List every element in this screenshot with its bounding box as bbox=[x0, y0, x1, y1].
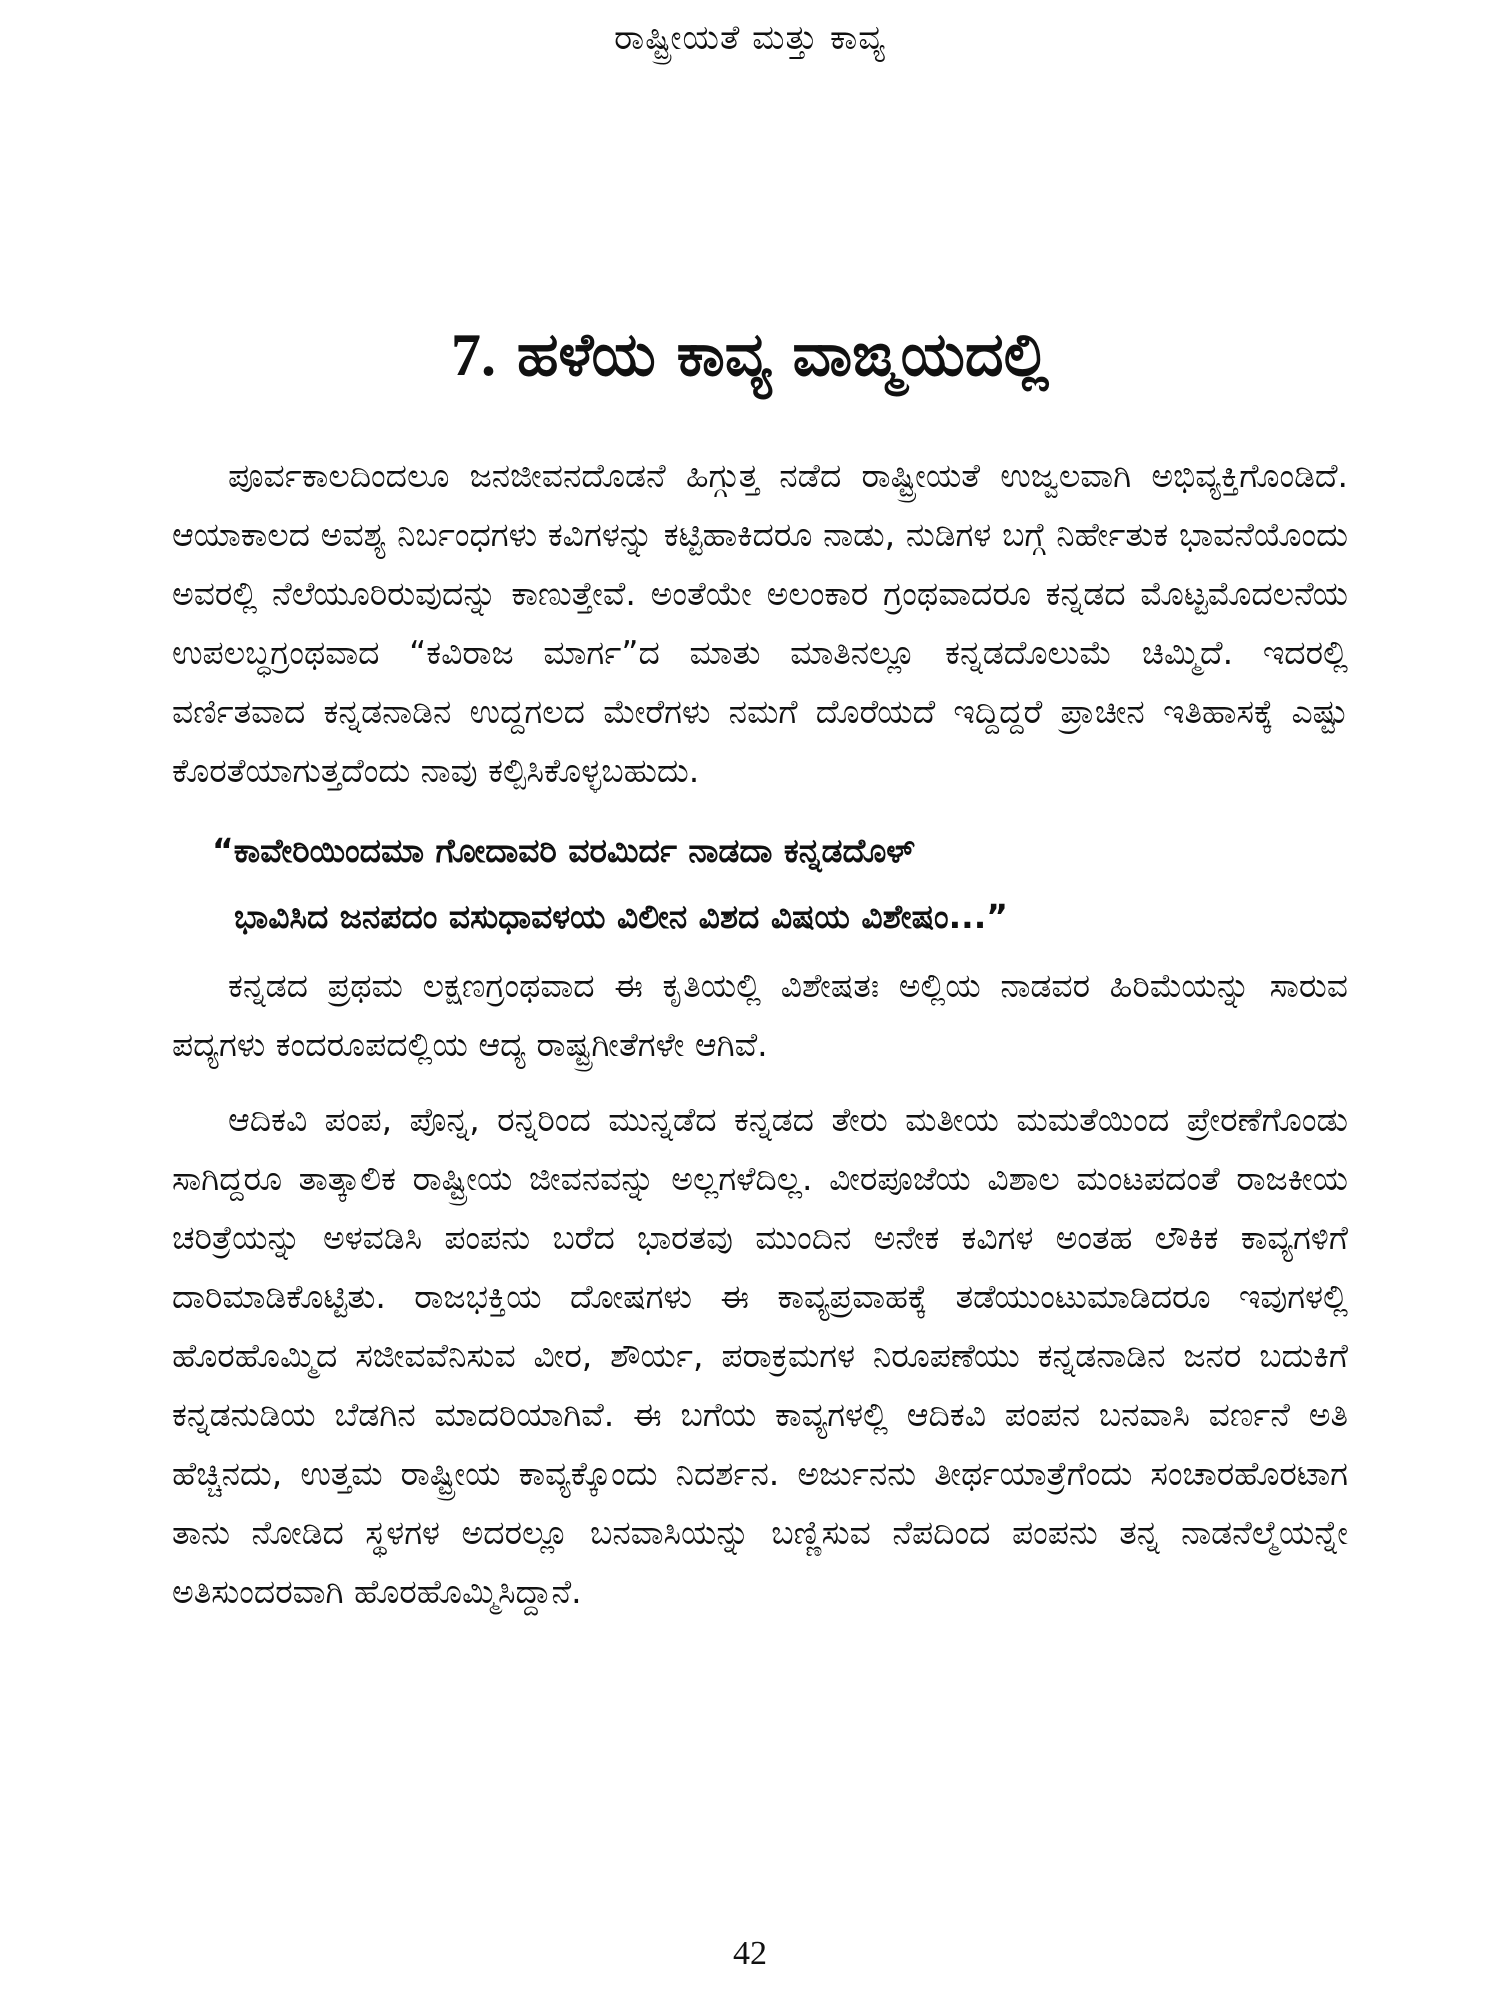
paragraph-3: ಆದಿಕವಿ ಪಂಪ, ಪೊನ್ನ, ರನ್ನರಿಂದ ಮುನ್ನಡೆದ ಕನ್ನಡದ ತೇರು ಮತೀಯ ಮಮತೆಯಿಂದ ಪ್ರೇರಣೆಗೊಂಡು ಸಾಗಿದ್ದರೂ ತಾತ್ಕಾಲಿಕ ರಾಷ್ಟ್ರೀಯ ಜೀವನವನ್ನು ಅಲ್ಲಗಳೆದಿಲ್ಲ. ವೀರಪೂಜೆಯ ವಿಶಾಲ ಮಂಟಪದಂತೆ ರಾಜಕೀಯ ಚರಿತ್ರೆಯನ್ನು ಅಳವಡಿಸಿ ಪಂಪನು ಬರೆದ ಭಾರತವು ಮುಂದಿನ ಅನೇಕ ಕವಿಗಳ ಅಂತಹ ಲೌಕಿಕ ಕಾವ್ಯಗಳಿಗೆ ದಾರಿಮಾಡಿಕೊಟ್ಟಿತು. ರಾಜಭಕ್ತಿಯ ದೋಷಗಳು ಈ ಕಾವ್ಯಪ್ರವಾಹಕ್ಕೆ ತಡೆಯುಂಟುಮಾಡಿದರೂ ಇವುಗಳಲ್ಲಿ ಹೊರಹೊಮ್ಮಿದ ಸಜೀವವೆನಿಸುವ ವೀರ, ಶೌರ್ಯ, ಪರಾಕ್ರಮಗಳ ನಿರೂಪಣೆಯು ಕನ್ನಡನಾಡಿನ ಜನರ ಬದುಕಿಗೆ ಕನ್ನಡನುಡಿಯ ಬೆಡಗಿನ ಮಾದರಿಯಾಗಿವೆ. ಈ ಬಗೆಯ ಕಾವ್ಯಗಳಲ್ಲಿ ಆದಿಕವಿ ಪಂಪನ ಬನವಾಸಿ ವರ್ಣನೆ ಅತಿ ಹೆಚ್ಚಿನದು, ಉತ್ತಮ ರಾಷ್ಟ್ರೀಯ ಕಾವ್ಯಕ್ಕೊಂದು ನಿದರ್ಶನ. ಅರ್ಜುನನು ತೀರ್ಥಯಾತ್ರೆಗೆಂದು ಸಂಚಾರಹೊರಟಾಗ ತಾನು ನೋಡಿದ ಸ್ಥಳಗಳ ಅದರಲ್ಲೂ ಬನವಾಸಿಯನ್ನು ಬಣ್ಣಿಸುವ ನೆಪದಿಂದ ಪಂಪನು ತನ್ನ ನಾಡನೆಲ್ಮೆಯನ್ನೇ ಅತಿಸುಂದರವಾಗಿ ಹೊರಹೊಮ್ಮಿಸಿದ್ದಾನೆ. bbox=[172, 1100, 1348, 1611]
chapter-title bbox=[0, 320, 1500, 390]
running-header: ರಾಷ್ಟ್ರೀಯತೆ ಮತ್ತು ಕಾವ್ಯ bbox=[614, 18, 886, 58]
verse-line-2: ಭಾವಿಸಿದ ಜನಪದಂ ವಸುಧಾವಳಯ ವಿಲೀನ ವಿಶದ ವಿಷಯ ವಿಶೇಷಂ...” bbox=[234, 897, 1008, 936]
body-text bbox=[172, 446, 1348, 1621]
paragraph-2: ಕನ್ನಡದ ಪ್ರಥಮ ಲಕ್ಷಣಗ್ರಂಥವಾದ ಈ ಕೃತಿಯಲ್ಲಿ ವಿಶೇಷತಃ ಅಲ್ಲಿಯ ನಾಡವರ ಹಿರಿಮೆಯನ್ನು ಸಾರುವ ಪದ್ಯಗಳು ಕಂದರೂಪದಲ್ಲಿಯ ಆದ್ಯ ರಾಷ್ಟ್ರಗೀತೆಗಳೇ ಆಗಿವೆ. bbox=[172, 966, 1348, 1064]
paragraph-spacer bbox=[172, 1074, 1348, 1090]
verse-quote bbox=[172, 818, 1348, 950]
verse-line-1: “ಕಾವೇರಿಯಿಂದಮಾ ಗೋದಾವರಿ ವರಮಿರ್ದ ನಾಡದಾ ಕನ್ನಡದೊಳ್ bbox=[212, 831, 915, 870]
chapter-title-text: ಹಳೆಯ ಕಾವ್ಯ ವಾಙ್ಮಯದಲ್ಲಿ bbox=[516, 320, 1050, 390]
page-number: 42 bbox=[733, 1935, 767, 1972]
paragraph-1: ಪೂರ್ವಕಾಲದಿಂದಲೂ ಜನಜೀವನದೊಡನೆ ಹಿಗ್ಗುತ್ತ ನಡೆದ ರಾಷ್ಟ್ರೀಯತೆ ಉಜ್ವಲವಾಗಿ ಅಭಿವ್ಯಕ್ತಿಗೊಂಡಿದೆ. ಆಯಾಕಾಲದ ಅವಶ್ಯ ನಿರ್ಬಂಧಗಳು ಕವಿಗಳನ್ನು ಕಟ್ಟಿಹಾಕಿದರೂ ನಾಡು, ನುಡಿಗಳ ಬಗ್ಗೆ ನಿರ್ಹೇತುಕ ಭಾವನೆಯೊಂದು ಅವರಲ್ಲಿ ನೆಲೆಯೂರಿರುವುದನ್ನು ಕಾಣುತ್ತೇವೆ. ಅಂತೆಯೇ ಅಲಂಕಾರ ಗ್ರಂಥವಾದರೂ ಕನ್ನಡದ ಮೊಟ್ಟಮೊದಲನೆಯ ಉಪಲಬ್ಧಗ್ರಂಥವಾದ “ಕವಿರಾಜ ಮಾರ್ಗ”ದ ಮಾತು ಮಾತಿನಲ್ಲೂ ಕನ್ನಡದೊಲುಮೆ ಚಿಮ್ಮಿದೆ. ಇದರಲ್ಲಿ ವರ್ಣಿತವಾದ ಕನ್ನಡನಾಡಿನ ಉದ್ದಗಲದ ಮೇರೆಗಳು ನಮಗೆ ದೊರೆಯದೆ ಇದ್ದಿದ್ದರೆ ಪ್ರಾಚೀನ ಇತಿಹಾಸಕ್ಕೆ ಎಷ್ಟು ಕೊರತೆಯಾಗುತ್ತದೆಂದು ನಾವು ಕಲ್ಪಿಸಿಕೊಳ್ಳಬಹುದು. bbox=[172, 456, 1348, 790]
chapter-number: 7. bbox=[450, 322, 496, 388]
